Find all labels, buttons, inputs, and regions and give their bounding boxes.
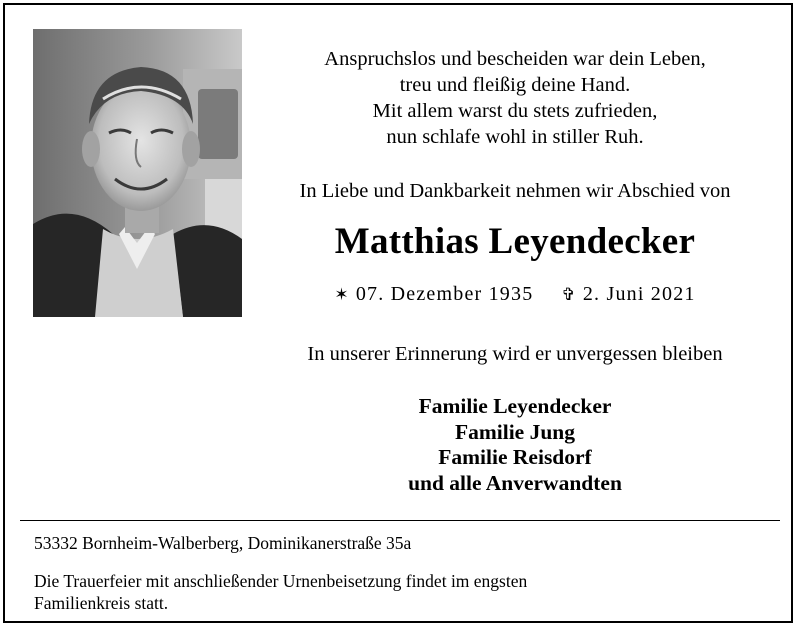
birth-star-icon: ✶ <box>334 285 350 305</box>
life-dates <box>260 283 770 306</box>
poem <box>260 46 770 150</box>
birth-date: 07. Dezember 1935 <box>355 283 534 305</box>
death-cross-icon: ✞ <box>561 285 577 305</box>
farewell-intro: In Liebe und Dankbarkeit nehmen wir Abschied von <box>299 180 731 202</box>
portrait-photo <box>33 29 242 317</box>
mourner: Familie Reisdorf <box>438 445 592 469</box>
poem-line: nun schlafe wohl in stiller Ruh. <box>386 126 644 148</box>
divider <box>20 520 780 521</box>
mourner: Familie Leyendecker <box>418 394 612 418</box>
death-date: 2. Juni 2021 <box>582 283 696 305</box>
funeral-note: Die Trauerfeier mit anschließender Urnenbeisetzung findet im engsten Familienkreis statt. <box>34 571 528 613</box>
deceased-name: Matthias Leyendecker <box>334 221 696 262</box>
mourners-list <box>260 394 770 496</box>
mourner: und alle Anverwandten <box>408 470 622 495</box>
mourner: Familie Jung <box>454 419 576 444</box>
memory-line: In unserer Erinnerung wird er unvergessen bleiben <box>307 343 723 365</box>
poem-line: Anspruchslos und bescheiden war dein Leben, <box>324 48 706 70</box>
poem-line: treu und fleißig deine Hand. <box>399 74 631 96</box>
poem-line: Mit allem warst du stets zufrieden, <box>372 100 658 122</box>
family-address: 53332 Bornheim-Walberberg, Dominikanerstraße 35a <box>34 533 412 553</box>
